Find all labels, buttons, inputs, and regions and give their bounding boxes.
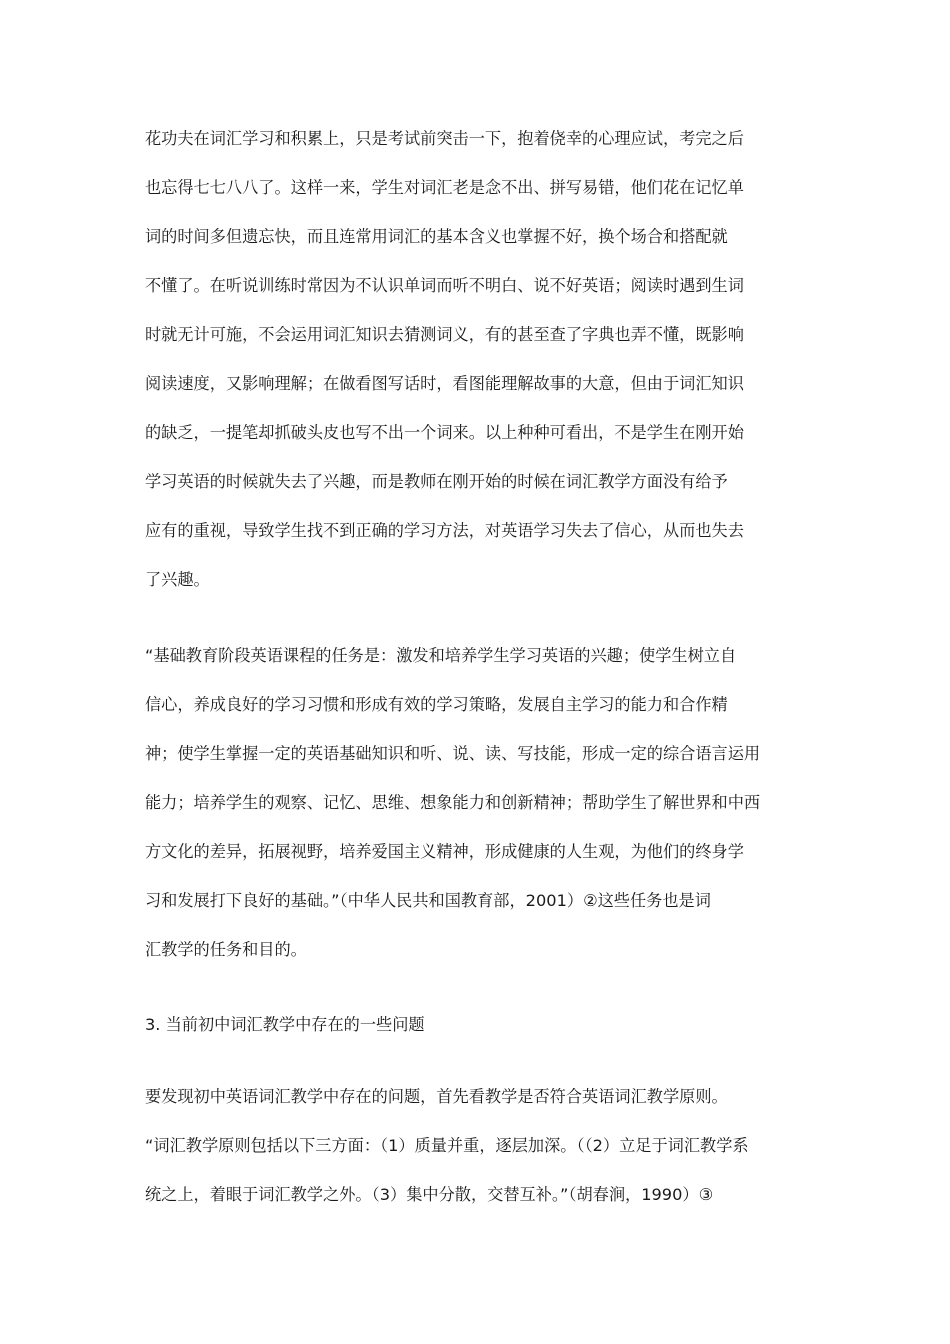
paragraph-line: 神；使学生掌握一定的英语基础知识和听、说、读、写技能，形成一定的综合语言运用 <box>145 744 761 763</box>
paragraph-line: 学习英语的时候就失去了兴趣，而是教师在刚开始的时候在词汇教学方面没有给予 <box>145 472 728 491</box>
paragraph-line: 要发现初中英语词汇教学中存在的问题，首先看教学是否符合英语词汇教学原则。 <box>145 1087 728 1106</box>
paragraph-line: 统之上，着眼于词汇教学之外。（3）集中分散，交替互补。”（胡春涧，1990）③ <box>145 1185 714 1204</box>
paragraph-line: 不懂了。在听说训练时常因为不认识单词而听不明白、说不好英语；阅读时遇到生词 <box>145 276 744 295</box>
paragraph-line: 花功夫在词汇学习和积累上，只是考试前突击一下，抱着侥幸的心理应试，考完之后 <box>145 129 744 148</box>
paragraph-line: 应有的重视，导致学生找不到正确的学习方法，对英语学习失去了信心，从而也失去 <box>145 521 744 540</box>
paragraph-line: “词汇教学原则包括以下三方面：（1）质量并重，逐层加深。（（2）立足于词汇教学系 <box>145 1136 749 1155</box>
paragraph-line: 信心，养成良好的学习习惯和形成有效的学习策略，发展自主学习的能力和合作精 <box>145 695 728 714</box>
paragraph-line: 时就无计可施，不会运用词汇知识去猜测词义，有的甚至查了字典也弄不懂，既影响 <box>145 325 744 344</box>
paragraph-line: 了兴趣。 <box>145 570 210 589</box>
paragraph-line: 能力；培养学生的观察、记忆、思维、想象能力和创新精神；帮助学生了解世界和中西 <box>145 793 761 812</box>
paragraph-line: 习和发展打下良好的基础。”（中华人民共和国教育部，2001）②这些任务也是词 <box>145 891 711 910</box>
paragraph-line: 阅读速度，又影响理解；在做看图写话时，看图能理解故事的大意，但由于词汇知识 <box>145 374 744 393</box>
paragraph-line: 的缺乏，一提笔却抓破头皮也写不出一个词来。以上种种可看出，不是学生在刚开始 <box>145 423 744 442</box>
section-heading: 3. 当前初中词汇教学中存在的一些问题 <box>145 1015 425 1034</box>
paragraph-line: 方文化的差异，拓展视野，培养爱国主义精神，形成健康的人生观，为他们的终身学 <box>145 842 744 861</box>
paragraph-line: “基础教育阶段英语课程的任务是：激发和培养学生学习英语的兴趣；使学生树立自 <box>145 646 737 665</box>
paragraph-line: 词的时间多但遗忘快，而且连常用词汇的基本含义也掌握不好，换个场合和搭配就 <box>145 227 728 246</box>
paragraph-line: 汇教学的任务和目的。 <box>145 940 307 959</box>
paragraph-line: 也忘得七七八八了。这样一来，学生对词汇老是念不出、拼写易错，他们花在记忆单 <box>145 178 744 197</box>
